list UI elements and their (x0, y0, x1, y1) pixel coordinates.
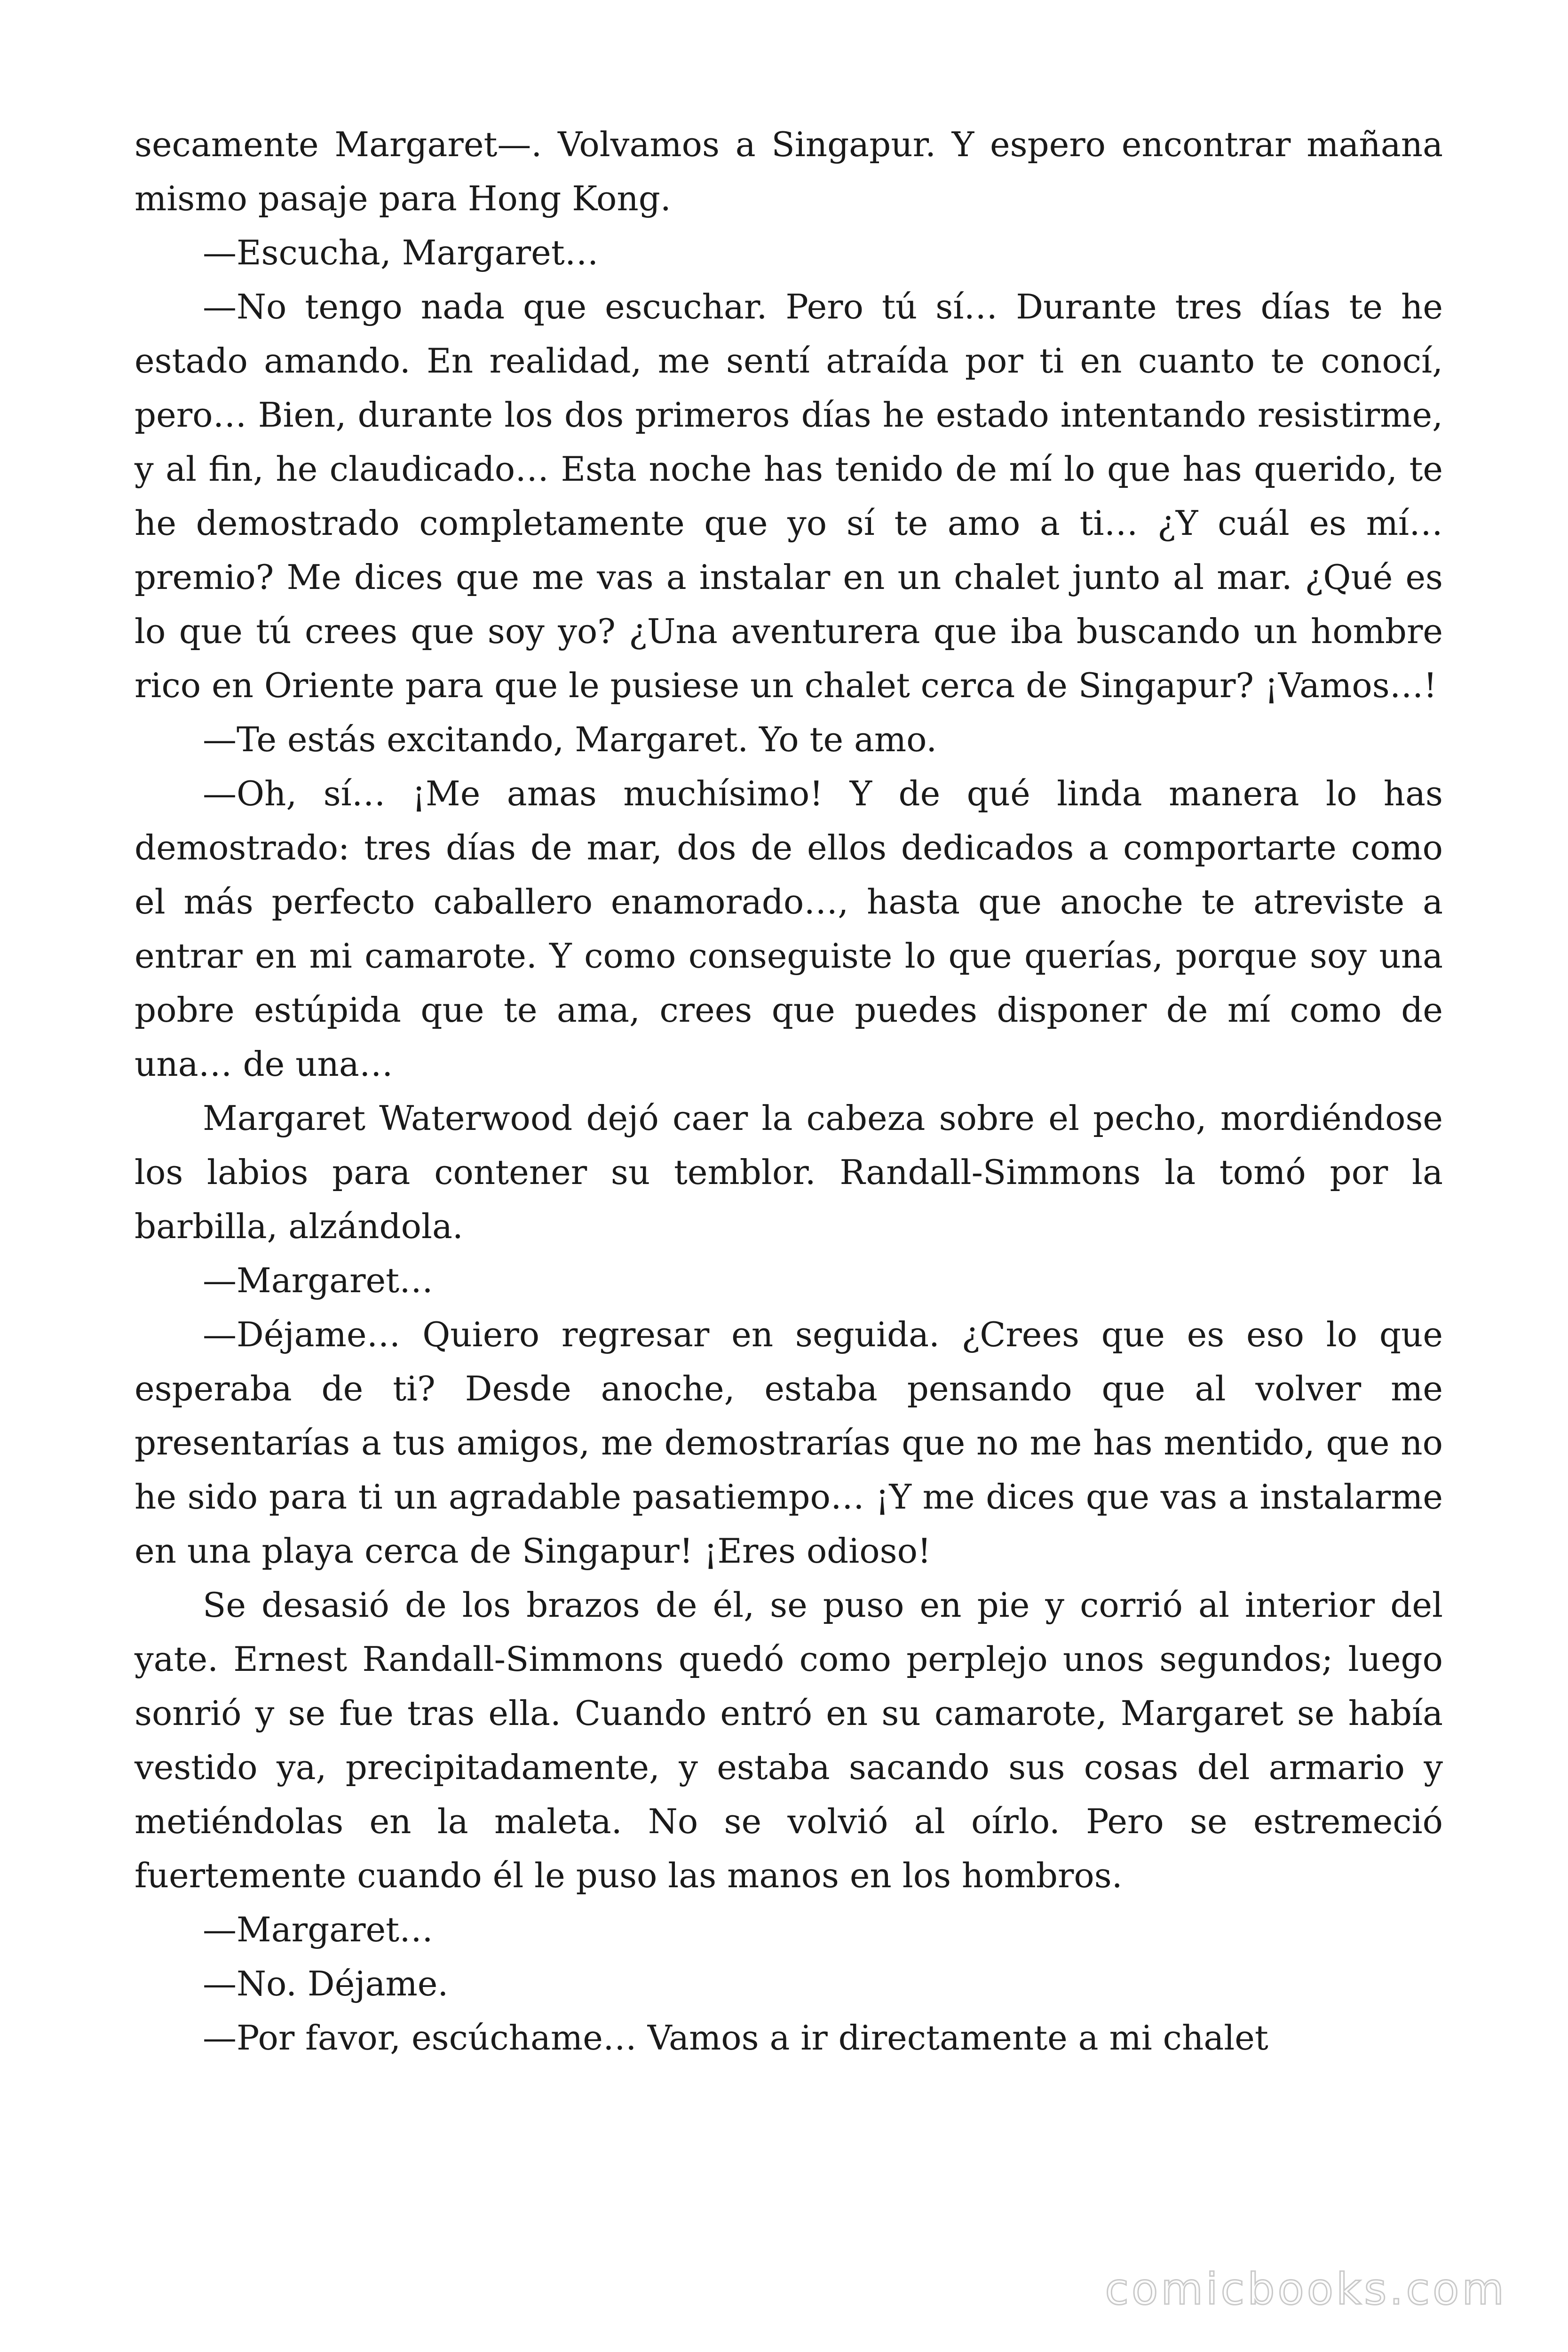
paragraph-6: Margaret Waterwood dejó caer la cabeza sobre el pecho, mordiéndose los labios para contener su temblor. Randall-Simmons la tomó por la barbilla, alzándola. (135, 1098, 1443, 1246)
paragraph-1: secamente Margaret—. Volvamos a Singapur. Y espero encontrar mañana mismo pasaje para Hong Kong. (135, 125, 1443, 218)
paragraph-12: —Por favor, escúchame… Vamos a ir directamente a mi chalet (203, 2018, 1268, 2058)
paragraph-8: —Déjame… Quiero regresar en seguida. ¿Crees que es eso lo que esperaba de ti? Desde anoche, estaba pensando que al volver me presentarías a tus amigos, me demostrarías que no me has mentido, que no he sido para ti un agradable pasatiempo… ¡Y me dices que vas a instalarme en una playa cerca de Singapur! ¡Eres odioso! (135, 1315, 1443, 1571)
paragraph-4: —Te estás excitando, Margaret. Yo te amo. (203, 720, 937, 759)
paragraph-3: —No tengo nada que escuchar. Pero tú sí… Durante tres días te he estado amando. En realidad, me sentí atraída por ti en cuanto te conocí, pero… Bien, durante los dos primeros días he estado intentando resistirme, y al fin, he claudicado… Esta noche has tenido de mí lo que has querido, te he demostrado completamente que yo sí te amo a ti… ¿Y cuál es mí… premio? Me dices que me vas a instalar en un chalet junto al mar. ¿Qué es lo que tú crees que soy yo? ¿Una aventurera que iba buscando un hombre rico en Oriente para que le pusiese un chalet cerca de Singapur? ¡Vamos…! (135, 287, 1443, 705)
page-body (135, 118, 1443, 2065)
paragraph-9: Se desasió de los brazos de él, se puso en pie y corrió al interior del yate. Ernest Randall-Simmons quedó como perplejo unos segundos; luego sonrió y se fue tras ella. Cuando entró en su camarote, Margaret se había vestido ya, precipitadamente, y estaba sacando sus cosas del armario y metiéndolas en la maleta. No se volvió al oírlo. Pero se estremeció fuertemente cuando él le puso las manos en los hombros. (135, 1585, 1443, 1895)
paragraph-11: —No. Déjame. (203, 1964, 449, 2003)
watermark: comicbooks.com (1105, 2264, 1507, 2314)
paragraph-2: —Escucha, Margaret… (203, 233, 599, 272)
paragraph-10: —Margaret… (203, 1910, 434, 1949)
paragraph-5: —Oh, sí… ¡Me amas muchísimo! Y de qué linda manera lo has demostrado: tres días de mar, dos de ellos dedicados a comportarte como el más perfecto caballero enamorado…, hasta que anoche te atreviste a entrar en mi camarote. Y como conseguiste lo que querías, porque soy una pobre estúpida que te ama, crees que puedes disponer de mí como de una… de una… (135, 774, 1443, 1084)
paragraph-7: —Margaret… (203, 1261, 434, 1300)
